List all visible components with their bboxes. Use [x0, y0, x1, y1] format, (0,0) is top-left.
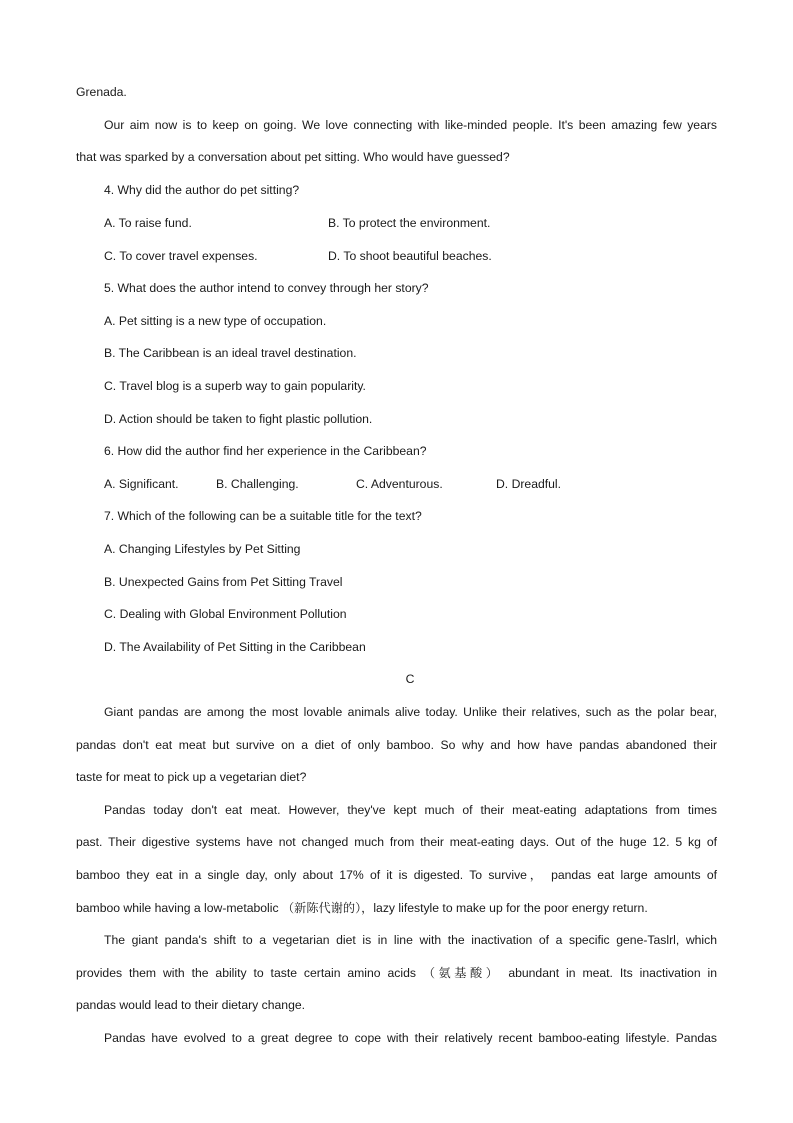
question-option: D. Dreadful.	[496, 477, 562, 491]
passage-paragraph-line: bamboo while having a low-metabolic （新陈代谢的），lazy lifestyle to make up for the poor energy return.	[76, 901, 648, 915]
question-option: C. Adventurous.	[356, 477, 443, 491]
question-option: D. The Availability of Pet Sitting in the Caribbean	[104, 640, 366, 654]
question-option: D. Action should be taken to fight plastic pollution.	[104, 412, 373, 426]
passage-paragraph-line: that was sparked by a conversation about pet sitting. Who would have guessed?	[76, 150, 510, 164]
passage-paragraph-line: Our aim now is to keep on going. We love connecting with like-minded people. It's been amazing few years	[104, 118, 717, 132]
passage-paragraph-line: pandas would lead to their dietary change.	[76, 998, 306, 1012]
question-option: C. Travel blog is a superb way to gain popularity.	[104, 379, 366, 393]
question-stem: 5. What does the author intend to convey through her story?	[104, 281, 429, 295]
passage-paragraph-line: past. Their digestive systems have not changed much from their meat-eating days. Out of the huge 12. 5 kg of	[76, 835, 717, 849]
section-heading: C	[405, 672, 415, 686]
question-option: C. To cover travel expenses.	[104, 249, 258, 263]
question-option: B. Unexpected Gains from Pet Sitting Travel	[104, 575, 343, 589]
question-option: A. Pet sitting is a new type of occupation.	[104, 314, 327, 328]
passage-paragraph-line: The giant panda's shift to a vegetarian diet is in line with the inactivation of a specific gene-Taslrl, which	[104, 933, 717, 947]
passage-line: Grenada.	[76, 85, 127, 99]
question-stem: 7. Which of the following can be a suitable title for the text?	[104, 509, 422, 523]
passage-paragraph-line: Giant pandas are among the most lovable animals alive today. Unlike their relatives, such as the polar bear,	[104, 705, 717, 719]
question-option: B. Challenging.	[216, 477, 299, 491]
question-stem: 6. How did the author find her experience in the Caribbean?	[104, 444, 427, 458]
passage-paragraph-line: pandas don't eat meat but survive on a diet of only bamboo. So why and how have pandas abandoned their	[76, 738, 717, 752]
question-option: D. To shoot beautiful beaches.	[328, 249, 492, 263]
passage-paragraph-line: Pandas today don't eat meat. However, they've kept much of their meat-eating adaptations from times	[104, 803, 717, 817]
question-option: A. To raise fund.	[104, 216, 192, 230]
question-stem: 4. Why did the author do pet sitting?	[104, 183, 300, 197]
question-option: B. To protect the environment.	[328, 216, 491, 230]
passage-paragraph-line: bamboo they eat in a single day, only about 17% of it is digested. To survive， pandas eat large amounts of	[76, 868, 717, 882]
passage-paragraph-line: taste for meat to pick up a vegetarian diet?	[76, 770, 307, 784]
passage-paragraph-line: provides them with the ability to taste certain amino acids （氨基酸） abundant in meat. Its inactivation in	[76, 966, 717, 980]
question-option: A. Changing Lifestyles by Pet Sitting	[104, 542, 301, 556]
question-option: B. The Caribbean is an ideal travel destination.	[104, 346, 357, 360]
question-option: C. Dealing with Global Environment Pollution	[104, 607, 347, 621]
question-option: A. Significant.	[104, 477, 179, 491]
passage-paragraph-line: Pandas have evolved to a great degree to cope with their relatively recent bamboo-eating lifestyle. Pandas	[104, 1031, 717, 1045]
